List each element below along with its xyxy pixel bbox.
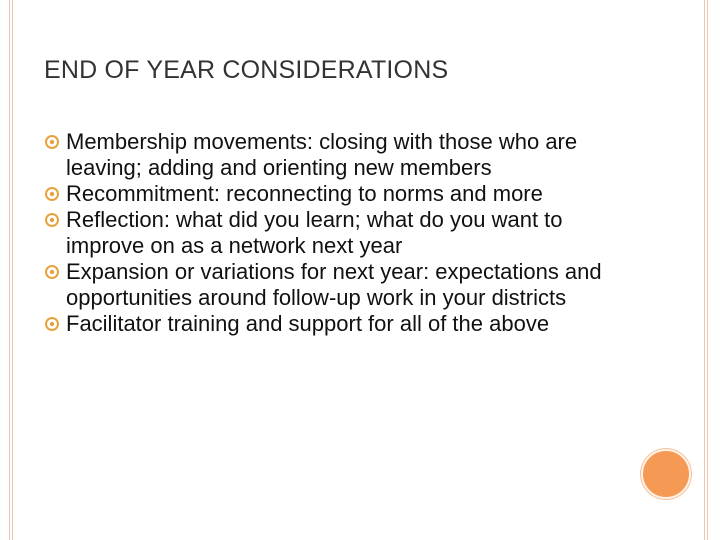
list-item (44, 181, 644, 207)
orange-circle-decoration (641, 449, 691, 499)
sun-bullet-icon (44, 212, 60, 228)
sun-bullet-icon (44, 134, 60, 150)
list-item (44, 129, 644, 181)
bullet-text: Membership movements: closing with those who are leaving; adding and orienting new members (66, 129, 578, 180)
list-item (44, 207, 644, 259)
list-item (44, 311, 644, 337)
bullet-text: Facilitator training and support for all of the above (66, 311, 550, 336)
sun-bullet-icon (44, 186, 60, 202)
bullet-text: Recommitment: reconnecting to norms and more (66, 181, 543, 206)
bullet-list (44, 129, 644, 337)
sun-bullet-icon (44, 316, 60, 332)
sun-bullet-icon (44, 264, 60, 280)
right-border-line (704, 0, 705, 540)
slide-title: END OF YEAR CONSIDERATIONS (44, 56, 449, 84)
bullet-text: Reflection: what did you learn; what do you want to improve on as a network next year (66, 207, 563, 258)
bullet-text: Expansion or variations for next year: expectations and opportunities around follow-up work in your districts (66, 259, 602, 310)
left-border-line (12, 0, 13, 540)
list-item (44, 259, 644, 311)
